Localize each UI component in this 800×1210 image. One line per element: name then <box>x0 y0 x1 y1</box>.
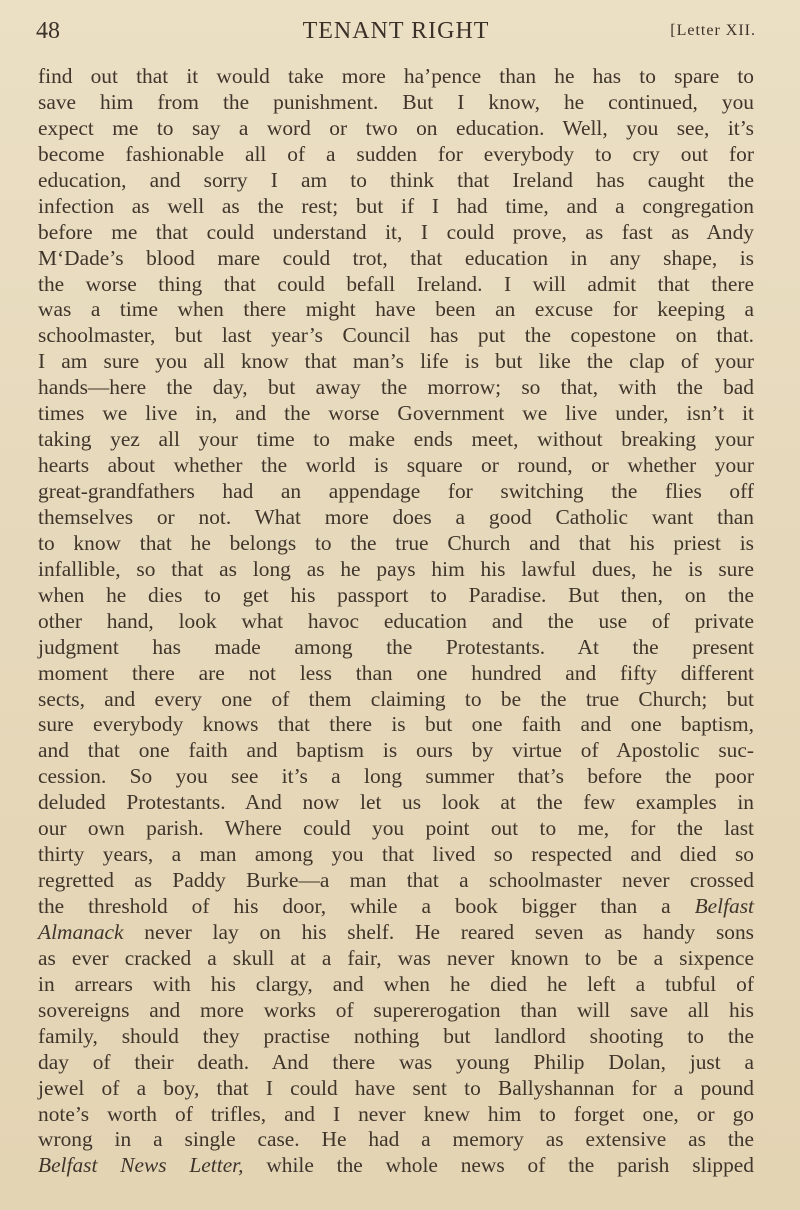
text-line: and that one faith and baptism is ours by virtue of Apostolic suc- <box>38 738 754 763</box>
running-title: TENANT RIGHT <box>302 18 490 44</box>
text-line: great-grandfathers had an appendage for switching the flies off <box>38 479 754 503</box>
page-header <box>36 18 756 54</box>
text-line: regretted as Paddy Burke—a man that a schoolmaster never crossed <box>38 868 754 893</box>
page-number: 48 <box>36 18 60 44</box>
text-line: sure everybody knows that there is but one faith and one baptism, <box>38 712 754 737</box>
body-text <box>38 64 754 1179</box>
text-line: as ever cracked a skull at a fair, was never known to be a sixpence <box>38 945 754 970</box>
text-line: save him from the punishment. But I know, he continued, you <box>38 89 754 114</box>
text-line <box>38 894 754 920</box>
text-segment: never lay on his shelf. He reared seven as handy sons <box>144 919 754 944</box>
text-line: before me that could understand it, I could prove, as fast as Andy <box>38 219 754 244</box>
text-line <box>38 920 754 946</box>
text-line: times we live in, and the worse Government we live under, isn’t it <box>38 401 754 426</box>
text-line: M‘Dade’s blood mare could trot, that education in any shape, is <box>38 245 754 270</box>
text-line: moment there are not less than one hundred and fifty different <box>38 660 754 685</box>
text-line: taking yez all your time to make ends meet, without breaking your <box>38 427 754 452</box>
text-line: deluded Protestants. And now let us look at the few examples in <box>38 790 754 815</box>
italic-title: Belfast News Letter, <box>38 1153 244 1178</box>
text-line: cession. So you see it’s a long summer that’s before the poor <box>38 764 754 789</box>
text-line: day of their death. And there was young Philip Dolan, just a <box>38 1049 754 1074</box>
italic-title: Almanack <box>38 919 124 944</box>
text-line: family, should they practise nothing but landlord shooting to the <box>38 1023 754 1048</box>
text-line: hands—here the day, but away the morrow; so that, with the bad <box>38 375 754 400</box>
text-line: themselves or not. What more does a good Catholic want than <box>38 504 754 529</box>
section-reference: [Letter XII. <box>670 22 756 39</box>
text-line: sects, and every one of them claiming to be the true Church; but <box>38 686 754 711</box>
text-line: infallible, so that as long as he pays him his lawful dues, he is sure <box>38 556 754 581</box>
text-line: education, and sorry I am to think that Ireland has caught the <box>38 167 754 192</box>
text-line <box>38 1153 754 1179</box>
text-line: note’s worth of trifles, and I never knew him to forget one, or go <box>38 1101 754 1126</box>
text-line: sovereigns and more works of supererogation than will save all his <box>38 997 754 1022</box>
text-line: judgment has made among the Protestants. At the present <box>38 634 754 659</box>
text-line: the worse thing that could befall Ireland. I will admit that there <box>38 271 754 296</box>
italic-title: Belfast <box>694 894 754 918</box>
text-line: thirty years, a man among you that lived so respected and died so <box>38 842 754 867</box>
text-segment: while the whole news of the parish slipped <box>266 1153 754 1178</box>
text-line: hearts about whether the world is square or round, or whether your <box>38 453 754 478</box>
text-line: find out that it would take more ha’pence than he has to spare to <box>38 64 754 88</box>
text-line: jewel of a boy, that I could have sent to Ballyshannan for a pound <box>38 1075 754 1100</box>
text-line: become fashionable all of a sudden for everybody to cry out for <box>38 141 754 166</box>
text-line: expect me to say a word or two on education. Well, you see, it’s <box>38 115 754 140</box>
text-line: wrong in a single case. He had a memory as extensive as the <box>38 1127 754 1152</box>
text-line: infection as well as the rest; but if I had time, and a congregation <box>38 193 754 218</box>
text-line: schoolmaster, but last year’s Council has put the copestone on that. <box>38 323 754 348</box>
text-segment: the threshold of his door, while a book bigger than a <box>38 894 671 918</box>
text-line: in arrears with his clargy, and when he died he left a tubful of <box>38 971 754 996</box>
text-line: when he dies to get his passport to Paradise. But then, on the <box>38 582 754 607</box>
text-line: was a time when there might have been an excuse for keeping a <box>38 297 754 322</box>
text-line: our own parish. Where could you point out to me, for the last <box>38 816 754 841</box>
text-line: other hand, look what havoc education and the use of private <box>38 608 754 633</box>
text-line: I am sure you all know that man’s life is but like the clap of your <box>38 349 754 374</box>
text-line: to know that he belongs to the true Church and that his priest is <box>38 530 754 555</box>
